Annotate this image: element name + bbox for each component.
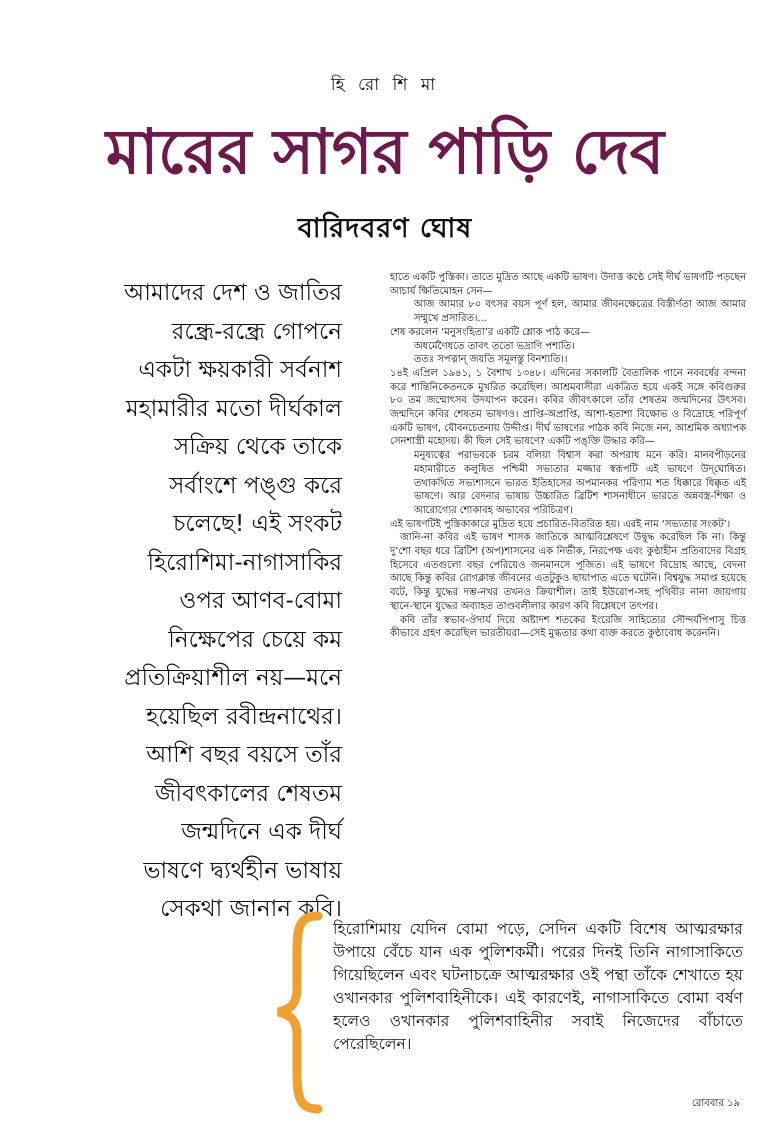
page-footer: রোববার ১৯ (691, 1098, 740, 1109)
lead-line: নিক্ষেপের চেয়ে কম (168, 626, 342, 653)
lead-line: মহামারীর মতো দীর্ঘকাল (125, 395, 342, 422)
lead-line: ভাষণে দ্ব্যর্থহীন ভাষায় (143, 857, 342, 884)
lead-line: সক্রিয় থেকে তাকে (174, 434, 342, 460)
verse-line: ততঃ সপত্নান্ জয়তি সমূলস্তু বিনশ্যতি।। (414, 354, 568, 366)
block-quote: মনুষ্যত্বের পরাভবকে চরম বলিয়া বিশ্বাস করা অপরাধ মনে করি। মানবপীড়নের মহামারীতে কলুষিত পশ্চিমী সভ্যতার মজ্জার স্বরূপটি এই ভাষণে উদ্‌ঘোষিত। তথাকথিত সভ্যশাসনে ভারত ইতিহাসের অপমানকর পরিণাম শত ধিক্কারে ধিক্কৃত এই ভাষণে। আর বেদনার ভাষায় উচ্চারিত ব্রিটিশ শাসনাধীনে ভারতে অন্নবস্ত্র-শিক্ষা ও আরোগ্যের শোকাবহ অভাবের পরিচিত্রণ। (414, 450, 746, 516)
lead-line: চলেছে! এই সংকট (173, 511, 342, 537)
lead-line: সেকথা জানান কবি। (160, 896, 342, 922)
body-paragraph: জানি-না কবির এই ভাষণ শাসক জাতিকে আত্মবিশ্লেষণে উদ্বুদ্ধ করেছিল কি না। কিন্তু দু’শো বছর ধরে ব্রিটিশ (অপ)শাসনের এক নির্ভীক, নিরপেক্ষ এবং কুণ্ঠাহীন প্রতিবাদের বিগ্রহ হিসেবে এতগুলো বছর পেরিয়েও জনমানসে পূজিত। এই ভাষণে বিদ্রোহ আছে, বেদনা আছে কিন্তু কবির রোগক্লান্ত জীবনের এতটুকুও ছায়াপাত এতে ঘটেনি। বিশ্বযুদ্ধ সমাপ্ত হয়েছে বটে, কিন্তু যুদ্ধের দম্ভ-নখর তখনও ক্রিয়াশীল। তাই ইউরোপ-সহ পৃথিবীর নানা জায়গায় স্থানে-স্থানে যুদ্ধের অব্যাহত তাণ্ডবলীলার কারণ কবি বিশ্লেষণে তৎপর। (390, 532, 746, 612)
lead-line: ওপর আণব-বোমা (179, 588, 342, 614)
body-paragraph: শেষ করলেন ‘মনুসংহিতা’র একটি শ্লোক পাঠ করে— (390, 326, 590, 338)
block-quote: আজ আমার ৮০ বৎসর বয়স পূর্ণ হল, আমার জীবনক্ষেত্রের বিস্তীর্ণতা আজ আমার সম্মুখে প্রসারিত।... (414, 299, 746, 325)
lead-line: আমাদের দেশ ও জাতির (124, 280, 342, 306)
lead-line: সর্বাংশে পঙ্গু করে (169, 472, 342, 499)
body-paragraph: কবি তাঁর স্বভাব-ঔদার্য দিয়ে অষ্টাদশ শতকের ইংরেজি সাহিত্যের সৌন্দর্যপিপাসু চিত্ত কীভাবে গ্রহণ করেছিল ভারতীয়রা—সেই মুগ্ধতার কথা ব্যক্ত করতে কুণ্ঠাবোধ করেননি। (390, 614, 746, 640)
curly-brace-icon (270, 910, 325, 1115)
body-column (390, 271, 746, 641)
lead-line: জন্মদিনে এক দীর্ঘ (181, 819, 342, 845)
verse-line: অধর্মেণৈধতে তাবৎ ততো ভদ্রাণি পশ্যতি। (414, 340, 575, 352)
lead-line: প্রতিক্রিয়াশীল নয়—মনে (124, 665, 342, 691)
body-paragraph: হাতে একটি পুস্তিকা। তাতে মুদ্রিত আছে একটি ভাষণ। উদাত্ত কণ্ঠে সেই দীর্ঘ ভাষণটি পড়ছেন আচার্য ক্ষিতিমোহন সেন— (390, 272, 746, 297)
lead-line: জীবৎকালের শেষতম (154, 780, 342, 807)
body-paragraph: ১৪ই এপ্রিল ১৯৪১, ১ বৈশাখ ১৩৪৮। এদিনের সকালটি বৈতালিক গানে নববর্ষের বন্দনা করে শান্তিনিকেতনকে মুখরিত করেছিল। আশ্রমবাসীরা একত্রিত হয়ে একই সঙ্গে কবিগুরুর ৮০ তম জন্মোৎসব উদযাপন করেন। কবির জীবৎকালে তাঁর শেষতম জন্মদিনের উৎসব। জন্মদিনে কবির শেষতম ভাষণও। প্রাপ্তি-অপ্রাপ্তি, আশা-হতাশা বিক্ষোভ ও বিদ্রোহে পরিপূর্ণ একটি ভাষণ, যৌবনচেতনায় উদ্দীপ্ত। দীর্ঘ ভাষণের পাঠক কবি নিজে নন, আশ্রমিক অধ্যাপক সেনশাস্ত্রী মহোদয়। কী ছিল সেই ভাষণে? একটি পঙ্‌ক্তি উদ্ধার করি— (390, 367, 746, 448)
body-paragraph: এই ভাষণটিই পুস্তিকাকারে মুদ্রিত হয়ে প্রচারিত-বিতরিত হয়। এরই নাম ‘সভ্যতার সংকট’। (390, 518, 731, 530)
section-kicker: হি রো শি মা (330, 75, 440, 95)
lead-paragraph (50, 274, 342, 929)
lead-line: হয়েছিল রবীন্দ্রনাথের। (146, 703, 342, 730)
page-title: মারের সাগর পাড়ি দেব (105, 115, 665, 188)
lead-line: রন্ধ্রে-রন্ধ্রে গোপনে (171, 318, 342, 345)
lead-line: একটা ক্ষয়কারী সর্বনাশ (138, 357, 342, 383)
pull-quote: হিরোশিমায় যেদিন বোমা পড়ে, সেদিন একটি বিশেষ আত্মরক্ষার উপায়ে বেঁচে যান এক পুলিশকর্মী। পরের দিনই তিনি নাগাসাকিতে গিয়েছিলেন এবং ঘটনাচক্রে আত্মরক্ষার ওই পন্থা তাঁকে শেখাতে হয় ওখানকার পুলিশবাহিনীকে। এই কারণেই, নাগাসাকিতে বোমা বর্ষণ হলেও ওখানকার পুলিশবাহিনীর সবাই নিজেদের বাঁচাতে পেরেছিলেন। (333, 920, 743, 1053)
author-byline: বারিদবরণ ঘোষ (297, 213, 473, 244)
lead-line: আশি বছর বয়সে তাঁর (146, 742, 342, 768)
lead-line: হিরোশিমা-নাগাসাকির (147, 549, 342, 576)
